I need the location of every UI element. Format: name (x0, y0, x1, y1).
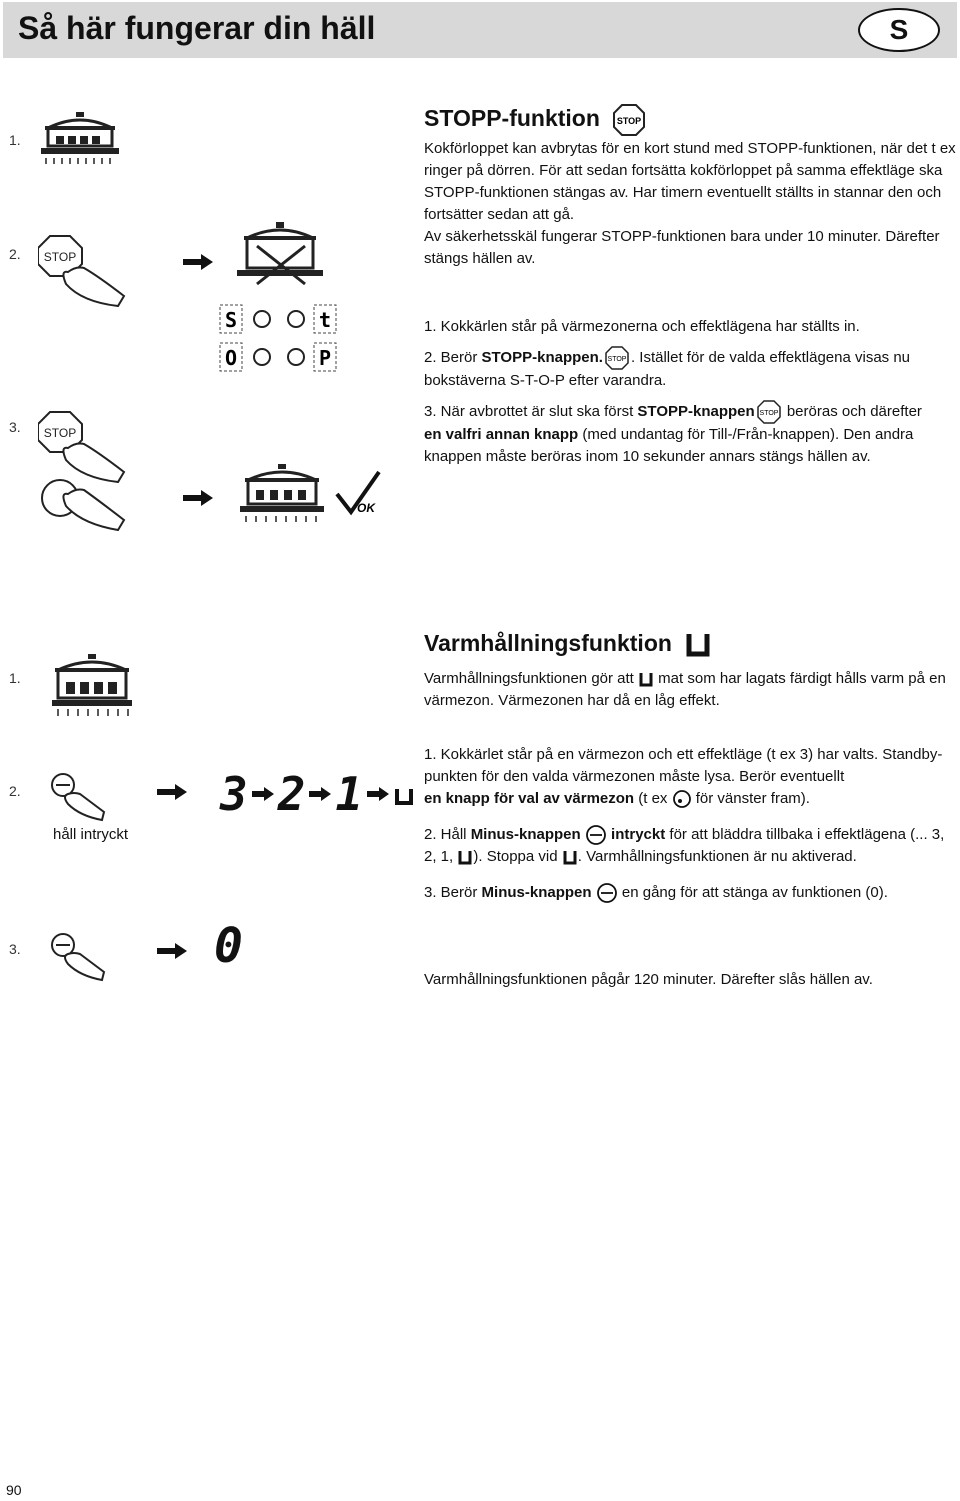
stop-label-2: STOP (43, 426, 77, 440)
arrow-right-icon (183, 254, 213, 270)
keep-warm-symbol-icon (393, 781, 415, 807)
keep-warm-symbol-icon (562, 848, 578, 866)
stop-inline-icon (757, 400, 781, 424)
language-badge: S (858, 8, 940, 52)
arrow-right-icon (252, 787, 274, 801)
arrow-right-icon (309, 787, 331, 801)
minus-button-press-icon (50, 772, 106, 824)
hold-pressed-label: håll intryckt (53, 826, 129, 843)
stop-step-2-number: 2. (9, 246, 21, 262)
stop-step-3-number: 3. (9, 419, 21, 435)
page-title: Så här fungerar din häll (18, 10, 376, 46)
keep-warm-symbol-icon (638, 670, 654, 688)
warm-title-text: Varmhållningsfunktion (424, 630, 672, 657)
arrow-right-icon (183, 490, 213, 506)
pot-resumed-icon (238, 462, 326, 524)
stop-label: STOP (43, 250, 77, 264)
warm-footer-note: Varmhållningsfunktionen pågår 120 minuter. Därefter slås hällen av. (424, 971, 873, 988)
warm-item-3: 3. Berör Minus-knappen en gång för att stänga av funktionen (0). (424, 882, 959, 904)
warm-section-title (424, 630, 712, 660)
stop-item-2: 2. Berör STOPP-knappen. STOP . Istället för de valda effektlägena visas nu bokstäverna S-T-O-P efter varandra. (424, 346, 959, 392)
arrow-right-icon (367, 787, 389, 801)
warm-steps (424, 744, 959, 904)
stop-button-press-icon (38, 232, 126, 308)
stop-intro (424, 138, 959, 270)
pot-on-hob-icon (50, 652, 134, 718)
minus-icon (585, 824, 607, 846)
stop-title-text: STOPP-funktion (424, 105, 600, 132)
zone-select-icon (672, 789, 692, 809)
svg-text:STOP: STOP (759, 410, 779, 417)
ok-checkmark-icon (335, 470, 383, 518)
seq-digit-2: 2 (277, 767, 306, 821)
warm-step-1-number: 1. (9, 670, 21, 686)
warm-sequence-display (220, 768, 415, 820)
stop-step-1-number: 1. (9, 132, 21, 148)
display-p: P (318, 346, 332, 370)
arrow-right-icon (157, 943, 187, 959)
display-o: O (224, 346, 238, 370)
display-zero: 0 (214, 918, 243, 974)
stop-and-other-button-icon (38, 408, 130, 540)
warm-step-3-number: 3. (9, 941, 21, 957)
pot-on-hob-icon (38, 110, 122, 166)
warm-item-1: 1. Kokkärlet står på en värmezon och ett effektläge (t ex 3) har valts. Standby-punkten för den valda värmezonen måste lysa. Berör eventuellt en knapp för val av värmezon (t ex för vänster fram). (424, 744, 959, 810)
svg-text:STOP: STOP (607, 356, 627, 363)
stop-section-title (424, 103, 648, 137)
page-number: 90 (6, 1482, 22, 1498)
pot-crossed-icon (235, 220, 325, 288)
stop-steps (424, 316, 959, 468)
warm-step-2-number: 2. (9, 783, 21, 799)
display-t: t (318, 308, 332, 332)
stop-display-panel (218, 303, 340, 375)
keep-warm-symbol-icon (457, 848, 473, 866)
seq-digit-3: 3 (220, 767, 248, 821)
stop-item-1: 1. Kokkärlen står på värmezonerna och effektlägena har ställts in. (424, 318, 860, 335)
stop-intro-text: Kokförloppet kan avbrytas för en kort stund med STOPP-funktionen, när det t ex ringer på dörren. För att sedan fortsätta kokförloppet på samma effektläge ska STOPP-funktionen stängas av. Har timern eventuellt ställts in stannar den och fortsätter sedan att gå. (424, 140, 956, 223)
svg-text:STOP: STOP (617, 116, 642, 126)
keep-warm-symbol-icon (684, 630, 712, 660)
minus-icon (596, 882, 618, 904)
arrow-right-icon (157, 784, 187, 800)
stop-symbol-icon (612, 103, 646, 137)
ok-label: OK (357, 501, 375, 515)
warm-item-2: 2. Håll Minus-knappen intryckt för att bläddra tillbaka i effektlägena (... 3, 2, 1, ). Stoppa vid . Varmhållningsfunktionen är nu aktiverad. (424, 826, 945, 866)
stop-safety-text: Av säkerhetsskäl fungerar STOPP-funktionen bara under 10 minuter. Därefter stängs hällen av. (424, 228, 940, 267)
minus-button-press-icon (50, 932, 106, 984)
seq-digit-1: 1 (335, 767, 364, 821)
warm-intro: Varmhållningsfunktionen gör att mat som har lagats färdigt hålls varm på en värmezon. Värmezonen har då en låg effekt. (424, 670, 946, 709)
stop-item-3: 3. När avbrottet är slut ska först STOPP-knappen STOP beröras och därefter en valfri annan knapp (med undantag för Till-/Från-knappen). Den andra knappen måste beröras inom 10 sekunder annars stängs hällen av. (424, 400, 959, 468)
display-s: S (224, 308, 238, 332)
stop-inline-icon (605, 346, 629, 370)
